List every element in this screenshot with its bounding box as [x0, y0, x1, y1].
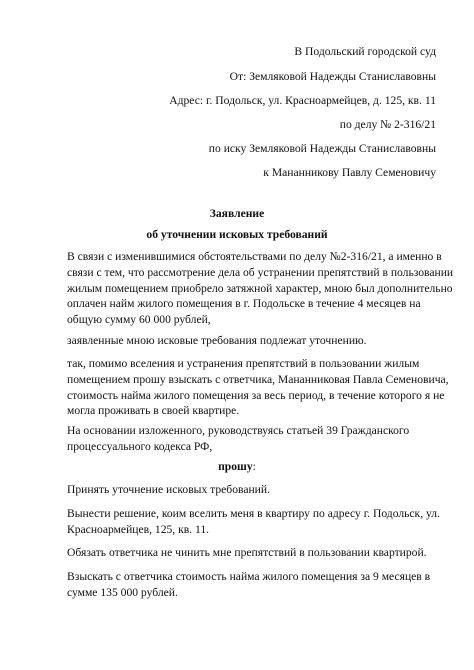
text-line: связи с тем, что рассмотрение дела об устранении препятствий в пользовании [67, 265, 454, 279]
text-line: Принять уточнение исковых требований. [67, 483, 270, 496]
applicant-name: От: Земляковой Надежды Станиславовны [229, 70, 436, 83]
text-line: Обязать ответчика не чинить мне препятствий в пользовании квартирой. [67, 546, 427, 559]
defendant-line: к Мананникову Павлу Семеновичу [263, 166, 436, 179]
paragraph-legal-basis [67, 423, 437, 455]
applicant-address: Адрес: г. Подольск, ул. Красноармейцев, д. 125, кв. 11 [169, 94, 436, 107]
request-heading [0, 460, 474, 474]
request-colon: : [252, 460, 256, 473]
paragraph-circumstances [67, 249, 454, 328]
text-line: общую сумму 60 000 рублей, [67, 313, 211, 327]
text-line: жилым помещением приобрело затяжной характер, мною был дополнительно [67, 281, 453, 295]
paragraph-clarification [67, 333, 437, 349]
document-subtitle: об уточнении исковых требований [146, 228, 328, 241]
text-line: могла проживать в своей квартире. [67, 404, 240, 418]
request-item-3 [67, 545, 437, 561]
text-line: помещением прошу взыскать с ответчика, Мананниковая Павла Семеновича, [67, 372, 449, 386]
text-line: Вынести решение, коим вселить меня в квартиру по адресу г. Подольск, ул. [67, 507, 440, 520]
text-line: заявленные мною исковые требования подлежат уточнению. [67, 334, 367, 347]
request-item-4 [67, 569, 437, 601]
request-word: прошу [218, 460, 253, 473]
case-number: по делу № 2-316/21 [339, 118, 436, 131]
text-line: Красноармейцев, 125, кв. 11. [67, 522, 210, 536]
claimant-line: по иску Земляковой Надежды Станиславовны [208, 142, 436, 155]
text-line: Взыскать с ответчика стоимость найма жилого помещения за 9 месяцев в [67, 570, 431, 583]
request-item-2 [67, 506, 440, 538]
text-line: стоимость найма жилого помещения за весь период, в течение которого я не [67, 388, 445, 402]
text-line: оплачен найм жилого помещения в г. Подольске в течение 4 месяцев на [67, 297, 421, 311]
paragraph-demand [67, 356, 449, 419]
court-name: В Подольский городской суд [294, 45, 436, 58]
request-item-1 [67, 482, 437, 498]
text-line: сумме 135 000 рублей. [67, 585, 178, 599]
text-line: так, помимо вселения и устранения препятствий в пользовании жилым [67, 357, 420, 370]
text-line: В связи с изменившимися обстоятельствами по делу №2-316/21, а именно в [67, 250, 442, 263]
text-line: процессуального кодекса РФ, [67, 439, 213, 453]
document-title: Заявление [209, 207, 265, 220]
text-line: На основании изложенного, руководствуясь статьей 39 Гражданского [67, 424, 410, 437]
